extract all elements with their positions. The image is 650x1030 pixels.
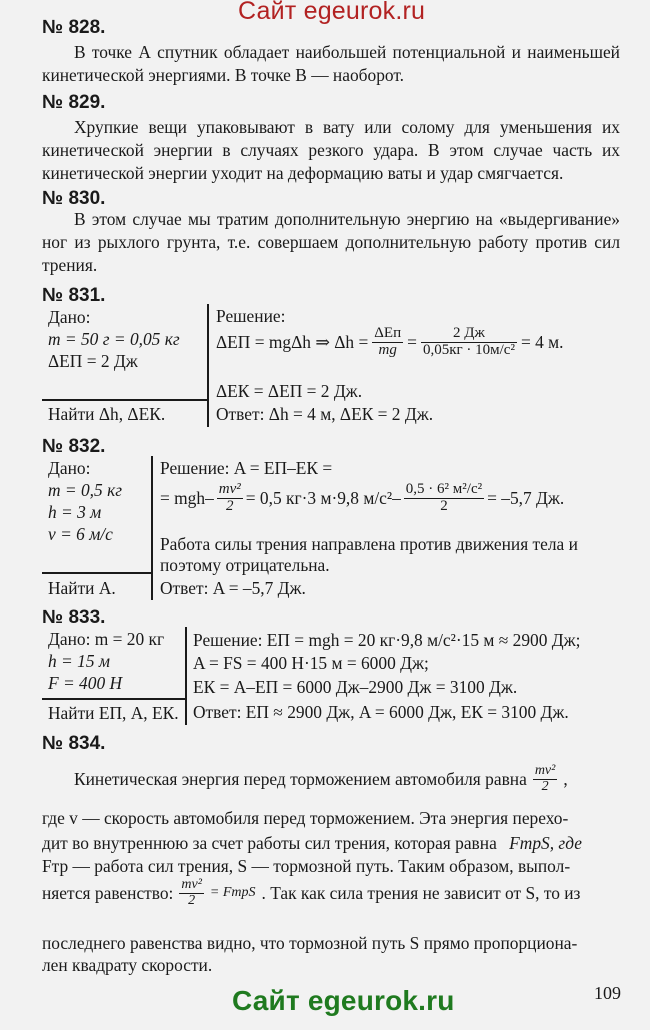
equation-1 bbox=[216, 326, 564, 359]
given-velocity: v = 6 м/с bbox=[48, 524, 113, 544]
solution-label: Решение: bbox=[216, 306, 286, 326]
equation-result: = –5,7 Дж. bbox=[487, 487, 565, 508]
p834-line-4: Fтр — работа сил трения, S — тормозной путь. Таким образом, выпол- bbox=[42, 856, 571, 876]
given-label: Дано: bbox=[48, 458, 91, 478]
fraction-num: mv² bbox=[181, 877, 202, 892]
problem-828-number: № 828. bbox=[42, 17, 106, 38]
fraction-1 bbox=[372, 326, 403, 359]
fraction-2 bbox=[421, 326, 517, 359]
find-line: Найти EП, A, EК. bbox=[48, 703, 179, 723]
equation-2: ΔEК = ΔEП = 2 Дж. bbox=[216, 381, 363, 401]
fraction-1-num: mv² bbox=[218, 481, 241, 497]
equation-mid: = 0,5 кг·3 м·9,8 м/с²– bbox=[245, 487, 401, 508]
p834-line-5a: няется равенство: bbox=[42, 882, 174, 903]
fraction-1-num: ΔEп bbox=[374, 325, 402, 341]
given-energy: ΔEП = 2 Дж bbox=[48, 351, 138, 371]
answer-832: Ответ: A = –5,7 Дж. bbox=[160, 578, 306, 598]
answer-831: Ответ: Δh = 4 м, ΔEК = 2 Дж. bbox=[216, 404, 434, 424]
fraction-num: mv² bbox=[534, 763, 556, 778]
p834-line-1 bbox=[74, 764, 568, 794]
given-mass: Дано: m = 20 кг bbox=[48, 629, 165, 649]
answer-833: Ответ: EП ≈ 2900 Дж, A = 6000 Дж, EК = 3100 Дж. bbox=[193, 702, 569, 722]
solution-divider bbox=[207, 304, 209, 427]
problem-828-text: В точке А спутник обладает наибольшей потенциальной и наименьшей кинетической энергиями. В точке В — наоборот. bbox=[42, 42, 620, 85]
find-line: Найти A. bbox=[48, 578, 116, 598]
given-mass: m = 50 г = 0,05 кг bbox=[48, 329, 180, 349]
site-watermark-bottom: Сайт egeurok.ru bbox=[232, 985, 455, 1016]
site-watermark-top: Сайт egeurok.ru bbox=[238, 0, 426, 25]
friction-work: FтрS, где bbox=[509, 833, 582, 853]
problem-832-number: № 832. bbox=[42, 436, 106, 457]
problem-829-text: Хрупкие вещи упаковывают в вату или солому для уменьшения их кинетической энергии в случаях резкого удара. В этом случае часть их кинетической энергии уходит на деформацию ваты и удар смягчается. bbox=[42, 117, 620, 183]
given-divider bbox=[42, 399, 208, 401]
friction-term: = FтрS bbox=[209, 885, 256, 901]
p834-line-6: последнего равенства видно, что тормозной путь S прямо пропорциона- bbox=[42, 933, 578, 953]
fraction-den: 2 bbox=[188, 892, 196, 908]
fraction-1 bbox=[217, 482, 243, 515]
problem-830-number: № 830. bbox=[42, 188, 106, 209]
equation-1-left: ΔEП = mgΔh ⇒ Δh = bbox=[216, 331, 369, 352]
p834-line-3a: дит во внутреннюю за счет работы сил трения, которая равна bbox=[42, 833, 497, 853]
p834-line-5 bbox=[42, 878, 580, 908]
p834-line-7: лен квадрату скорости. bbox=[42, 955, 213, 975]
problem-829-number: № 829. bbox=[42, 92, 106, 113]
equation-1-result: = 4 м. bbox=[520, 331, 564, 352]
note-line-2: поэтому отрицательна. bbox=[160, 555, 330, 575]
equation-start: = mgh– bbox=[160, 487, 214, 508]
given-divider bbox=[42, 698, 186, 700]
fraction-2-den: 2 bbox=[440, 497, 448, 514]
given-height: h = 15 м bbox=[48, 651, 110, 671]
given-label: Дано: bbox=[48, 307, 91, 327]
fraction-den: 2 bbox=[541, 778, 549, 794]
p834-line-2: где v — скорость автомобиля перед торможением. Эта энергия перехо- bbox=[42, 808, 569, 828]
comma: , bbox=[563, 768, 568, 789]
fraction-1-den: 2 bbox=[226, 497, 234, 514]
fraction-2-den: 0,05кг · 10м/с² bbox=[422, 341, 515, 358]
solution-line-1: Решение: EП = mgh = 20 кг·9,8 м/с²·15 м ≈ 2900 Дж; bbox=[193, 630, 581, 650]
solution-divider bbox=[151, 456, 153, 600]
fraction-2-num: 2 Дж bbox=[421, 326, 517, 343]
given-mass: m = 0,5 кг bbox=[48, 480, 122, 500]
find-line: Найти Δh, ΔEК. bbox=[48, 404, 166, 424]
solution-line-3: EК = A–EП = 6000 Дж–2900 Дж = 3100 Дж. bbox=[193, 677, 518, 697]
given-force: F = 400 Н bbox=[48, 673, 123, 693]
solution-line-2: A = FS = 400 Н·15 м = 6000 Дж; bbox=[193, 653, 429, 673]
given-divider bbox=[42, 572, 152, 574]
p834-line-3 bbox=[42, 833, 582, 854]
solution-line: Решение: A = EП–EК = bbox=[160, 458, 333, 478]
p834-line-1-text: Кинетическая энергия перед торможением автомобиля равна bbox=[74, 768, 527, 789]
problem-834-number: № 834. bbox=[42, 733, 106, 754]
equality-fraction bbox=[179, 878, 204, 908]
problem-833-number: № 833. bbox=[42, 607, 106, 628]
solution-divider bbox=[185, 627, 187, 725]
fraction-2 bbox=[404, 482, 484, 515]
page-number: 109 bbox=[594, 983, 621, 1003]
p834-line-5c: . Так как сила трения не зависит от S, то из bbox=[261, 882, 581, 903]
equation-832 bbox=[160, 482, 564, 515]
problem-831-number: № 831. bbox=[42, 285, 106, 306]
equals-sign: = bbox=[407, 331, 417, 352]
kinetic-energy-fraction bbox=[533, 764, 558, 794]
given-height: h = 3 м bbox=[48, 502, 102, 522]
fraction-2-num: 0,5 · 6² м²/с² bbox=[405, 481, 483, 497]
problem-830-text: В этом случае мы тратим дополнительную энергию на «выдергивание» ног из рыхлого грунта, т.е. совершаем дополнительную работу против сил трения. bbox=[42, 209, 620, 275]
note-line-1: Работа силы трения направлена против движения тела и bbox=[160, 534, 578, 554]
fraction-1-den: mg bbox=[378, 341, 397, 358]
